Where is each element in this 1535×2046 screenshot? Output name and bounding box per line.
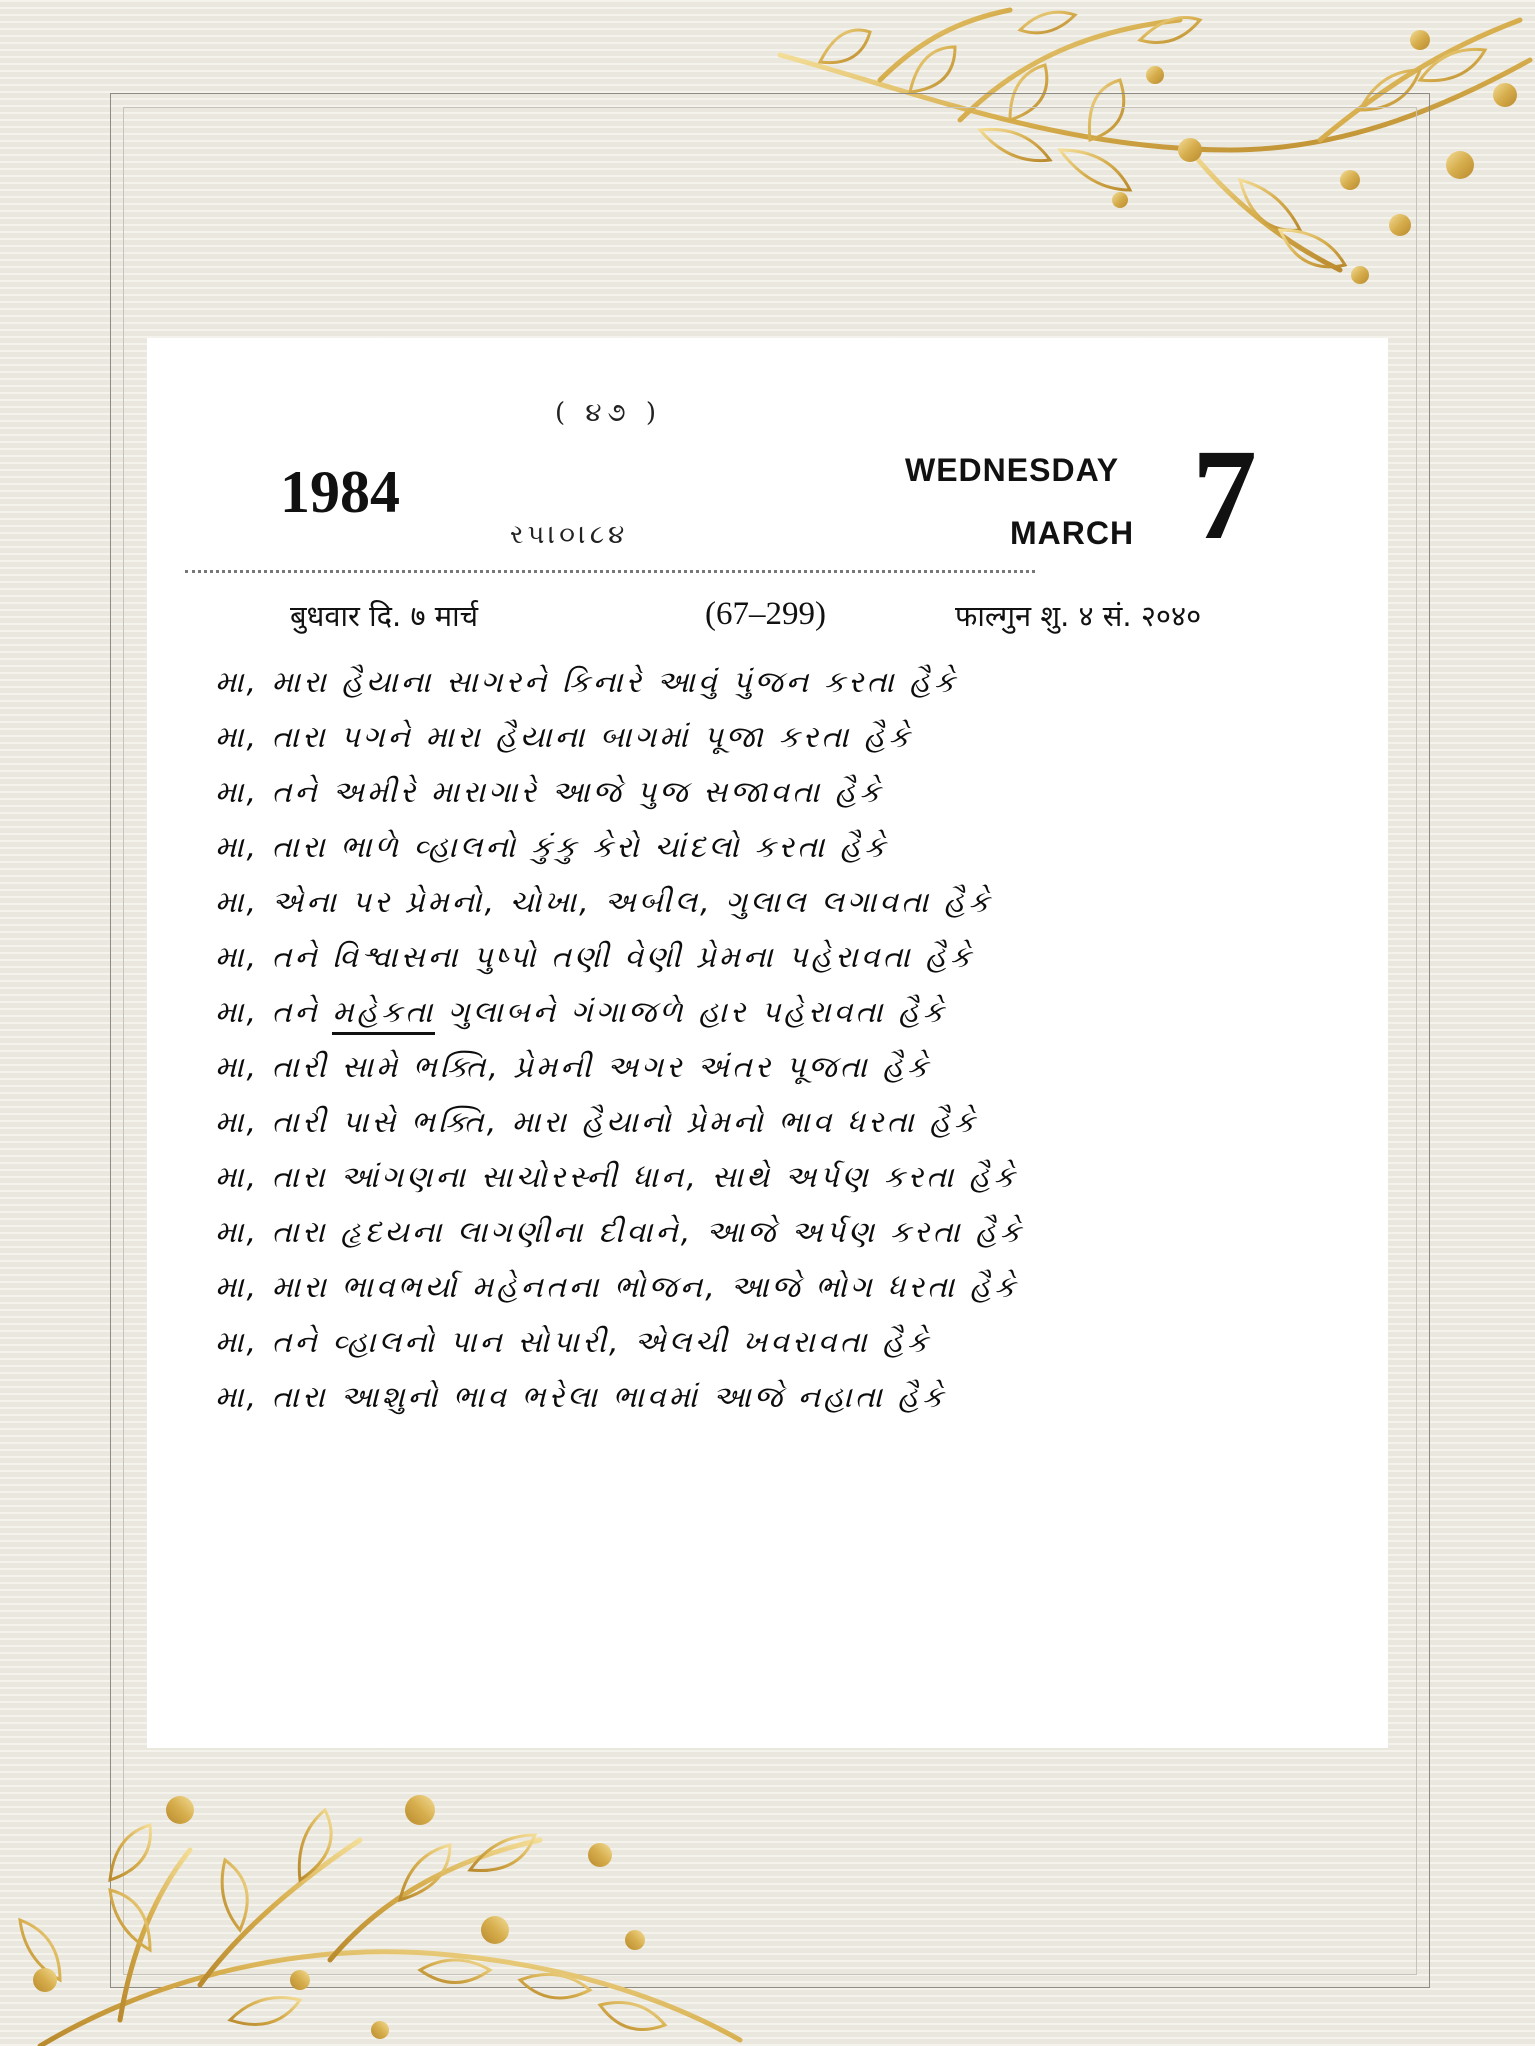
handwritten-line: મા, તારા ભાળે વ્હાલનો કુંકુ કેરો ચાંદલો કરતા હૈકે: [215, 830, 889, 865]
day-count: (67–299): [705, 596, 826, 632]
handwritten-reference: રપ।૦।૮૪: [510, 520, 629, 550]
handwritten-line: મા, તારા પગને મારા હૈયાના બાગમાં પૂજા કરતા હૈકે: [215, 720, 913, 755]
underlined-word: મહેકતા: [332, 995, 435, 1035]
handwritten-line: મા, મારા ભાવભર્યા મહેનતના ભોજન, આજે ભોગ ધરતા હૈકે: [215, 1270, 1019, 1305]
handwritten-line: મા, મારા હૈયાના સાગરને કિનારે આવું પુંજન કરતા હૈકે: [215, 665, 958, 700]
handwritten-line: મા, તારા આશુનો ભાવ ભરેલા ભાવમાં આજે નહાતા હૈકે: [215, 1380, 947, 1415]
hindu-calendar-date: फाल्गुन शु. ४ सं. २०४०: [955, 599, 1202, 633]
year: 1984: [280, 459, 400, 525]
handwritten-line: મા, તારા હૃદયના લાગણીના દીવાને, આજે અર્પણ કરતા હૈકે: [215, 1215, 1024, 1250]
line-suffix: ગુલાબને ગંગાજળે હાર પહેરાવતા હૈકે: [435, 995, 947, 1030]
gold-branch-bottom-left-icon: [0, 1780, 760, 2046]
handwritten-line-underlined: [215, 985, 1335, 1040]
handwritten-text-block: [215, 655, 1335, 1425]
handwritten-line: મા, એના પર પ્રેમનો, ચોખા, અબીલ, ગુલાલ લગાવતા હૈકે: [215, 885, 993, 920]
hindi-date: बुधवार दि. ७ मार्च: [290, 599, 479, 633]
handwritten-line: મા, તારી પાસે ભક્તિ, મારા હૈયાનો પ્રેમનો ભાવ ધરતા હૈકે: [215, 1105, 978, 1140]
handwritten-line: મા, તને વ્હાલનો પાન સોપારી, એલચી ખવરાવતા હૈકે: [215, 1325, 931, 1360]
handwritten-line: મા, તારા આંગણના સાચોરસ્ની ધાન, સાથે અર્પણ કરતા હૈકે: [215, 1160, 1018, 1195]
page-number: ( ૪૭ ): [555, 398, 663, 428]
line-prefix: મા, તને: [215, 995, 333, 1030]
handwritten-line: મા, તારી સામે ભક્તિ, પ્રેમની અગર અંતર પૂજતા હૈકે: [215, 1050, 931, 1085]
day-number: 7: [1192, 423, 1257, 567]
dotted-divider: [185, 570, 1035, 573]
handwritten-line: મા, તને વિશ્વાસના પુષ્પો તણી વેણી પ્રેમના પહેરાવતા હૈકે: [215, 940, 974, 975]
handwritten-line: મા, તને અમીરે મારાગારે આજે પુજ સજાવતા હૈકે: [215, 775, 884, 810]
weekday: WEDNESDAY: [905, 452, 1120, 488]
month: MARCH: [1010, 515, 1135, 551]
